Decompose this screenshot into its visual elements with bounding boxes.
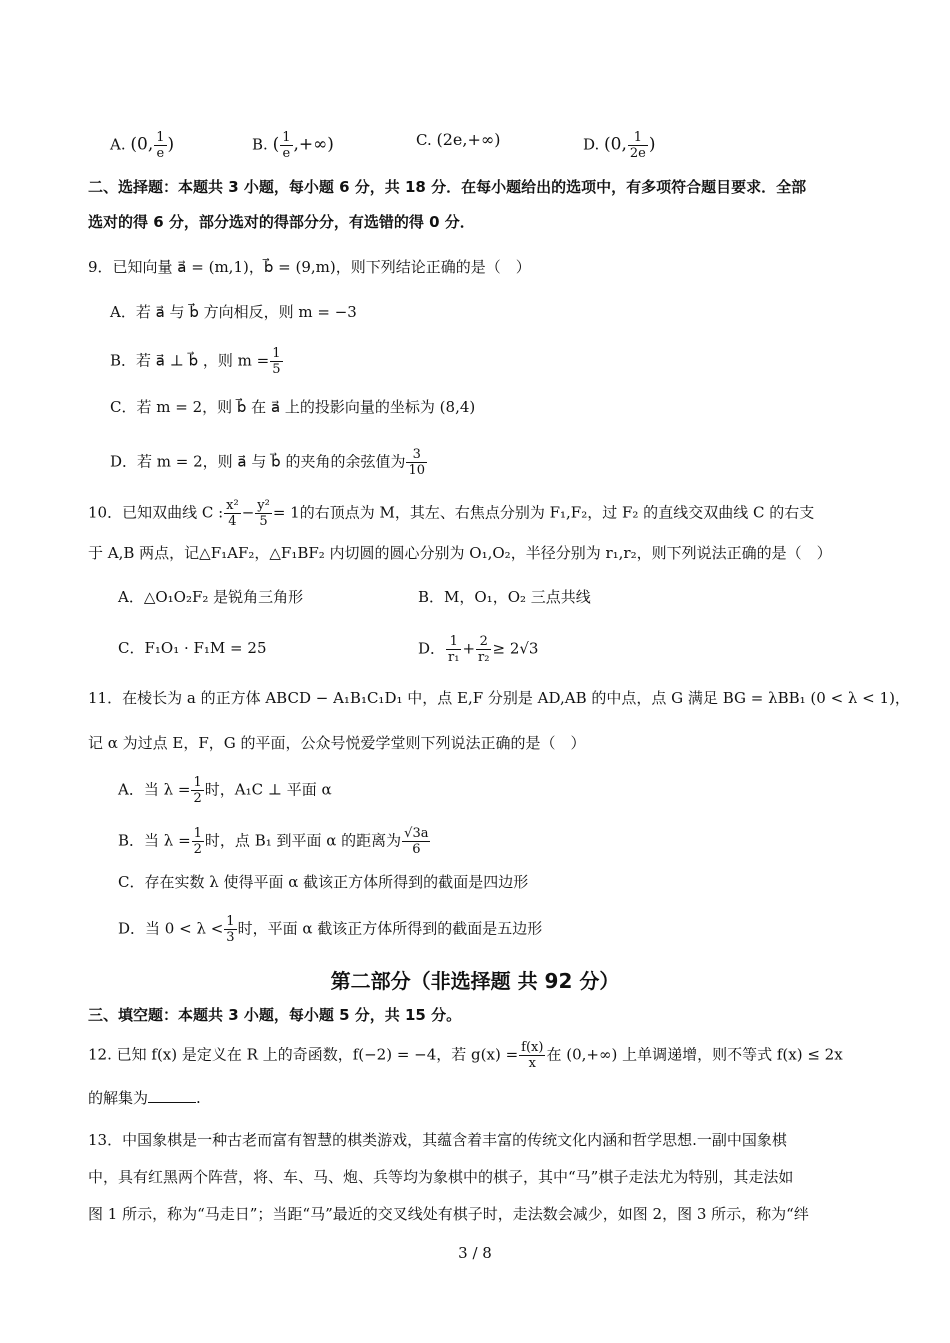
q13-line2: 中，具有红黑两个阵营，将、车、马、炮、兵等均为象棋中的棋子，其中“马”棋子走法尤为特别，其走法如 — [88, 1168, 794, 1186]
q10-stem-line1: 10．已知双曲线 C : $\frac{\text{x²}}{4}$ − $\frac{\text{y²}}{5}$ = 1的右顶点为 M，其左、右焦点分别为 F₁,F₂，过 F₂ 的直线交双曲线 C 的右支 — [88, 498, 815, 529]
q10-option-d: D． $\frac{1}{\text{r₁}}$ + $\frac{2}{\text{r₂}}$ ≥ 2√3 — [418, 634, 539, 665]
q9-option-d: D．若 m = 2，则 a⃗ 与 b⃗ 的夹角的余弦值为 $\frac{3}{10}$ — [110, 447, 425, 478]
q9-option-c: C．若 m = 2，则 b⃗ 在 a⃗ 上的投影向量的坐标为 (8,4) — [110, 398, 476, 416]
section2-heading-line2: 选对的得 6 分，部分选对的得部分分，有选错的得 0 分． — [88, 213, 475, 231]
q12-answer-line: 的解集为 . — [88, 1089, 201, 1107]
section2-heading-line1: 二、选择题：本题共 3 小题，每小题 6 分，共 18 分．在每小题给出的选项中，有多项符合题目要求．全部 — [88, 178, 807, 196]
q11-option-a: A．当 λ = $\frac{1}{2}$ 时，A₁C ⊥ 平面 α — [118, 775, 332, 806]
page-number: 3 / 8 — [458, 1244, 492, 1262]
q11-stem-line2: 记 α 为过点 E，F，G 的平面，公众号悦爱学堂则下列说法正确的是（ ） — [88, 734, 586, 752]
part2-title: 第二部分（非选择题 共 92 分） — [330, 969, 620, 993]
q9-option-a: A．若 a⃗ 与 b⃗ 方向相反，则 m = −3 — [110, 303, 357, 321]
q8-option-a: A. (0, $\frac{1}{e}$ ) — [110, 130, 175, 161]
q11-option-d: D．当 0 < λ < $\frac{1}{3}$ 时，平面 α 截该正方体所得到的截面是五边形 — [118, 914, 543, 945]
q13-line1: 13．中国象棋是一种古老而富有智慧的棋类游戏，其蕴含着丰富的传统文化内涵和哲学思想.一副中国象棋 — [88, 1131, 787, 1149]
q13-line3: 图 1 所示，称为“马走日”；当距“马”最近的交叉线处有棋子时，走法数会减少，如图 2，图 3 所示，称为“绊 — [88, 1205, 809, 1223]
section3-heading: 三、填空题：本题共 3 小题，每小题 5 分，共 15 分。 — [88, 1006, 462, 1024]
q12-stem: 12. 已知 f(x) 是定义在 R 上的奇函数，f(−2) = −4，若 g(x) = $\frac{f(x)}{x}$ 在 (0,+∞) 上单调递增，则不等式 f(x) ≤ 2x — [88, 1040, 843, 1071]
q9-stem: 9．已知向量 a⃗ = (m,1)，b⃗ = (9,m)，则下列结论正确的是（ ） — [88, 258, 531, 276]
q10-option-b: B．M，O₁，O₂ 三点共线 — [418, 588, 591, 606]
q10-stem-line2: 于 A,B 两点，记△F₁AF₂，△F₁BF₂ 内切圆的圆心分别为 O₁,O₂，半径分别为 r₁,r₂，则下列说法正确的是（ ） — [88, 544, 832, 562]
q9-option-b: B．若 a⃗ ⊥ b⃗ ，则 m = $\frac{1}{5}$ — [110, 346, 281, 377]
q8-option-b: B. ( $\frac{1}{e}$ ,+∞) — [252, 130, 334, 161]
q10-option-c: C．F₁O₁ · F₁M = 25 — [118, 639, 267, 657]
q11-stem-line1: 11．在棱长为 a 的正方体 ABCD − A₁B₁C₁D₁ 中，点 E,F 分别是 AD,AB 的中点，点 G 满足 BG = λBB₁ (0 < λ < 1)， — [88, 689, 910, 707]
q11-option-b: B．当 λ = $\frac{1}{2}$ 时，点 B₁ 到平面 α 的距离为 $\frac{√3a}{6}$ — [118, 826, 429, 857]
q8-option-c: C. (2e,+∞) — [416, 130, 501, 149]
q10-option-a: A．△O₁O₂F₂ 是锐角三角形 — [118, 588, 304, 606]
q11-option-c: C．存在实数 λ 使得平面 α 截该正方体所得到的截面是四边形 — [118, 873, 529, 891]
answer-blank — [148, 1088, 196, 1103]
q8-option-d: D. (0, $\frac{1}{2e}$ ) — [583, 130, 656, 161]
